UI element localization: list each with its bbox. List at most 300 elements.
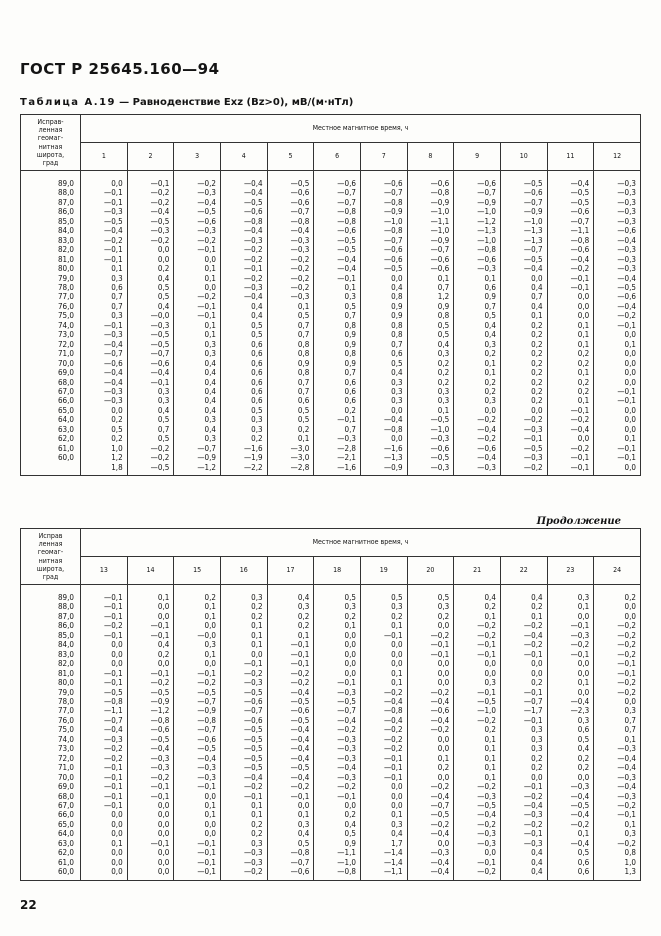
value-cell: —0,9	[174, 706, 221, 715]
value-cell: 0,1	[174, 264, 221, 273]
value-cell: —0,2	[267, 669, 314, 678]
latitude-cell: 86,0	[21, 207, 81, 216]
table-row	[21, 829, 641, 838]
table-row	[21, 782, 641, 791]
latitude-cell: 70,0	[21, 773, 81, 782]
value-cell: —0,1	[594, 387, 641, 396]
value-cell: —1,0	[407, 207, 454, 216]
value-cell: 0,0	[500, 659, 547, 668]
value-cell: 0,1	[174, 274, 221, 283]
value-cell: —0,3	[81, 396, 128, 405]
value-cell: 0,4	[360, 283, 407, 292]
table-label: Таблица А.19	[20, 97, 116, 108]
value-cell: 1,3	[594, 867, 641, 880]
value-cell: —0,4	[454, 425, 501, 434]
hour-header-cell: 19	[360, 557, 407, 585]
value-cell: —0,2	[360, 688, 407, 697]
value-cell: —0,2	[220, 274, 267, 283]
value-cell: 0,0	[81, 820, 128, 829]
value-cell: 0,7	[360, 340, 407, 349]
value-cell: 0,2	[500, 340, 547, 349]
latitude-cell: 84,0	[21, 226, 81, 235]
latitude-cell: 76,0	[21, 302, 81, 311]
value-cell: —0,3	[81, 330, 128, 339]
value-cell: —0,4	[267, 735, 314, 744]
value-cell: —0,3	[594, 171, 641, 189]
hour-header-cell: 18	[314, 557, 361, 585]
value-cell: —1,0	[454, 207, 501, 216]
latitude-cell: 73,0	[21, 744, 81, 753]
value-cell: 0,3	[407, 602, 454, 611]
table-row	[21, 754, 641, 763]
value-cell: 0,0	[547, 773, 594, 782]
value-cell: 0,8	[407, 311, 454, 320]
value-cell: —0,1	[81, 792, 128, 801]
value-cell: —0,3	[220, 858, 267, 867]
value-cell: —0,8	[267, 217, 314, 226]
page-number: 22	[20, 898, 37, 912]
value-cell: —0,5	[547, 198, 594, 207]
value-cell: —0,5	[314, 245, 361, 254]
latitude-cell: 84,0	[21, 640, 81, 649]
value-cell: —1,0	[454, 236, 501, 245]
value-cell: —0,4	[267, 226, 314, 235]
value-cell: —0,4	[547, 792, 594, 801]
value-cell: 0,1	[174, 602, 221, 611]
latitude-cell: 73,0	[21, 330, 81, 339]
value-cell: —0,2	[500, 640, 547, 649]
value-cell: —0,3	[594, 773, 641, 782]
value-cell: —0,1	[547, 406, 594, 415]
value-cell: —0,9	[360, 463, 407, 476]
value-cell: —0,8	[127, 716, 174, 725]
hour-header-cell: 8	[407, 143, 454, 171]
value-cell: —0,3	[454, 829, 501, 838]
value-cell: —0,1	[174, 782, 221, 791]
value-cell: 0,0	[594, 697, 641, 706]
value-cell: —1,1	[314, 848, 361, 857]
latitude-cell: 69,0	[21, 368, 81, 377]
value-cell: 0,0	[127, 801, 174, 810]
value-cell: 0,7	[407, 283, 454, 292]
latitude-cell: 70,0	[21, 359, 81, 368]
hour-header-cell: 15	[174, 557, 221, 585]
value-cell: —0,1	[547, 274, 594, 283]
value-cell: —0,7	[174, 444, 221, 453]
value-cell: 0,0	[174, 829, 221, 838]
value-cell: —0,6	[407, 706, 454, 715]
latitude-cell: 60,0	[21, 867, 81, 880]
latitude-cell: 88,0	[21, 188, 81, 197]
value-cell: —0,5	[127, 217, 174, 226]
value-cell: 0,0	[454, 659, 501, 668]
value-cell: —0,1	[174, 669, 221, 678]
value-cell: —0,2	[454, 434, 501, 443]
value-cell: 0,1	[547, 678, 594, 687]
value-cell: —0,3	[267, 236, 314, 245]
value-cell: —0,5	[127, 688, 174, 697]
value-cell: —1,7	[500, 706, 547, 715]
value-cell: —0,5	[220, 688, 267, 697]
latitude-cell: 89,0	[21, 585, 81, 603]
value-cell: —0,5	[174, 744, 221, 753]
value-cell: 0,2	[267, 612, 314, 621]
value-cell: 0,0	[81, 659, 128, 668]
value-cell: 0,0	[127, 612, 174, 621]
value-cell: 0,1	[407, 406, 454, 415]
value-cell: 0,1	[220, 631, 267, 640]
value-cell: —0,1	[547, 453, 594, 462]
value-cell: 0,2	[81, 434, 128, 443]
value-cell: 0,0	[127, 829, 174, 838]
value-cell: 0,5	[407, 321, 454, 330]
table-row	[21, 669, 641, 678]
value-cell: —0,2	[127, 678, 174, 687]
value-cell: —0,8	[360, 198, 407, 207]
value-cell: 0,1	[407, 754, 454, 763]
value-cell: —0,1	[81, 763, 128, 772]
value-cell: —0,6	[454, 171, 501, 189]
value-cell: —0,5	[407, 810, 454, 819]
value-cell: —0,7	[500, 198, 547, 207]
value-cell: —0,1	[594, 659, 641, 668]
value-cell: —0,6	[407, 171, 454, 189]
value-cell: 0,3	[360, 387, 407, 396]
value-cell: 0,1	[594, 735, 641, 744]
latitude-cell: 67,0	[21, 801, 81, 810]
value-cell: —0,1	[267, 659, 314, 668]
value-cell: 0,4	[360, 829, 407, 838]
value-cell: 0,4	[500, 585, 547, 603]
value-cell: —0,3	[314, 688, 361, 697]
value-cell: —0,6	[500, 188, 547, 197]
value-cell: —0,2	[500, 792, 547, 801]
value-cell: —0,4	[594, 302, 641, 311]
value-cell: —0,3	[174, 226, 221, 235]
table-row	[21, 612, 641, 621]
value-cell: 0,0	[407, 621, 454, 630]
value-cell: —0,5	[594, 283, 641, 292]
latitude-column-header	[21, 529, 81, 585]
value-cell: 0,1	[454, 763, 501, 772]
value-cell: 0,0	[594, 359, 641, 368]
value-cell: —0,5	[314, 697, 361, 706]
value-cell: —0,6	[127, 359, 174, 368]
value-cell: —0,6	[547, 245, 594, 254]
value-cell: 0,2	[314, 406, 361, 415]
hour-header-cell: 22	[500, 557, 547, 585]
table-row	[21, 858, 641, 867]
value-cell: —0,1	[500, 650, 547, 659]
value-cell: —1,0	[407, 425, 454, 434]
value-cell: —0,1	[127, 669, 174, 678]
value-cell: 0,0	[594, 612, 641, 621]
latitude-header-text: Исправ ленная геомаг- нитная широта, град	[36, 532, 65, 581]
value-cell: 0,4	[174, 359, 221, 368]
hour-header-cell: 11	[547, 143, 594, 171]
value-cell: —0,6	[267, 188, 314, 197]
value-cell: —0,2	[220, 867, 267, 880]
value-cell: —0,9	[127, 697, 174, 706]
table-body	[21, 585, 641, 881]
value-cell: —0,5	[267, 763, 314, 772]
value-cell: 0,0	[407, 678, 454, 687]
value-cell: —0,3	[454, 792, 501, 801]
value-cell: —0,7	[407, 245, 454, 254]
value-cell: 0,0	[360, 434, 407, 443]
value-cell: 0,4	[174, 368, 221, 377]
value-cell: 0,0	[314, 669, 361, 678]
value-cell: —0,7	[127, 349, 174, 358]
value-cell: 0,0	[547, 292, 594, 301]
value-cell: 0,0	[127, 245, 174, 254]
value-cell: —0,1	[547, 283, 594, 292]
value-cell: 0,5	[360, 585, 407, 603]
value-cell: —0,7	[314, 188, 361, 197]
latitude-cell: 76,0	[21, 716, 81, 725]
value-cell: 0,6	[220, 396, 267, 405]
value-cell: 0,4	[360, 368, 407, 377]
latitude-cell: 89,0	[21, 171, 81, 189]
value-cell: 0,2	[220, 829, 267, 838]
value-cell: 0,1	[174, 801, 221, 810]
value-cell: —0,3	[314, 434, 361, 443]
value-cell: 0,7	[267, 330, 314, 339]
value-cell: —0,5	[220, 744, 267, 753]
value-cell: —0,6	[267, 867, 314, 880]
value-cell: 0,2	[454, 387, 501, 396]
value-cell: 0,6	[314, 387, 361, 396]
latitude-cell: 72,0	[21, 340, 81, 349]
value-cell: 0,6	[360, 349, 407, 358]
value-cell: 0,2	[127, 264, 174, 273]
value-cell: —0,3	[81, 735, 128, 744]
table-row	[21, 650, 641, 659]
value-cell: —0,5	[407, 453, 454, 462]
value-cell: —0,4	[360, 716, 407, 725]
value-cell: 0,5	[81, 425, 128, 434]
value-cell: —0,1	[267, 640, 314, 649]
value-cell: 0,1	[314, 283, 361, 292]
value-cell: 0,0	[547, 434, 594, 443]
value-cell: —0,1	[594, 453, 641, 462]
value-cell: —0,6	[267, 706, 314, 715]
table-row	[21, 801, 641, 810]
document-header: ГОСТ Р 25645.160—94	[20, 60, 220, 78]
value-cell: —0,6	[407, 264, 454, 273]
value-cell: 0,0	[594, 330, 641, 339]
latitude-cell: 64,0	[21, 829, 81, 838]
value-cell: 0,0	[500, 773, 547, 782]
value-cell: 0,0	[81, 858, 128, 867]
value-cell: —0,5	[81, 688, 128, 697]
value-cell: —0,4	[267, 688, 314, 697]
value-cell: 0,0	[220, 650, 267, 659]
value-cell: —0,5	[127, 340, 174, 349]
value-cell: —0,6	[454, 444, 501, 453]
value-cell: 0,2	[500, 378, 547, 387]
value-cell: 0,0	[407, 735, 454, 744]
value-cell: 0,2	[360, 612, 407, 621]
value-cell: —0,6	[127, 725, 174, 734]
value-cell: 0,0	[81, 810, 128, 819]
value-cell: —0,1	[220, 659, 267, 668]
value-cell: 0,3	[360, 378, 407, 387]
value-cell: —0,4	[314, 716, 361, 725]
value-cell: 0,6	[547, 867, 594, 880]
value-cell: 0,3	[81, 311, 128, 320]
value-cell: —0,2	[547, 264, 594, 273]
value-cell: —0,2	[594, 640, 641, 649]
value-cell: —0,9	[360, 207, 407, 216]
value-cell: 0,3	[127, 396, 174, 405]
value-cell: —0,7	[174, 725, 221, 734]
value-cell: 0,0	[127, 858, 174, 867]
value-cell: 0,1	[220, 621, 267, 630]
value-cell: 0,3	[174, 415, 221, 424]
value-cell: 0,3	[314, 292, 361, 301]
value-cell: —0,1	[81, 602, 128, 611]
table-row	[21, 198, 641, 207]
value-cell: —0,3	[500, 839, 547, 848]
table-row	[21, 245, 641, 254]
value-cell: —0,6	[174, 217, 221, 226]
value-cell: —0,7	[81, 349, 128, 358]
table-row	[21, 330, 641, 339]
value-cell: —0,3	[594, 217, 641, 226]
value-cell: —0,5	[81, 217, 128, 226]
value-cell: 0,0	[314, 659, 361, 668]
value-cell: 0,6	[81, 283, 128, 292]
value-cell: —0,1	[314, 274, 361, 283]
value-cell: —0,4	[500, 264, 547, 273]
value-cell: 0,0	[594, 602, 641, 611]
value-cell: —3,0	[267, 444, 314, 453]
value-cell: —0,1	[81, 773, 128, 782]
value-cell: 0,2	[500, 330, 547, 339]
value-cell: 0,1	[127, 585, 174, 603]
value-cell: 0,2	[220, 602, 267, 611]
table-row	[21, 453, 641, 462]
value-cell: —0,6	[360, 245, 407, 254]
table-row	[21, 226, 641, 235]
time-column-header: Местное магнитное время, ч	[81, 529, 641, 557]
value-cell: —0,8	[360, 226, 407, 235]
value-cell: —1,1	[360, 867, 407, 880]
value-cell: 0,5	[314, 829, 361, 838]
value-cell: —0,1	[454, 858, 501, 867]
value-cell: 0,6	[314, 396, 361, 405]
value-cell: 0,4	[127, 302, 174, 311]
value-cell: —0,5	[220, 725, 267, 734]
latitude-cell: 69,0	[21, 782, 81, 791]
value-cell: 0,3	[500, 735, 547, 744]
value-cell: 0,0	[81, 640, 128, 649]
value-cell: —0,4	[360, 415, 407, 424]
value-cell: 0,0	[594, 425, 641, 434]
value-cell: —0,2	[127, 188, 174, 197]
value-cell: 0,3	[360, 396, 407, 405]
value-cell: —0,2	[127, 773, 174, 782]
value-cell: 0,1	[360, 621, 407, 630]
value-cell: 0,0	[127, 810, 174, 819]
value-cell: —0,1	[81, 245, 128, 254]
value-cell: 0,6	[547, 858, 594, 867]
value-cell: 0,2	[500, 754, 547, 763]
value-cell: —0,1	[81, 585, 128, 603]
value-cell: 0,4	[267, 829, 314, 838]
value-cell: —0,6	[220, 716, 267, 725]
value-cell: 0,1	[454, 754, 501, 763]
latitude-cell: 63,0	[21, 425, 81, 434]
value-cell: —0,2	[267, 255, 314, 264]
hour-header-cell: 2	[127, 143, 174, 171]
latitude-cell: 61,0	[21, 444, 81, 453]
value-cell: —0,6	[81, 359, 128, 368]
value-cell: 0,0	[594, 368, 641, 377]
hour-header-cell: 16	[220, 557, 267, 585]
value-cell: 0,1	[360, 669, 407, 678]
latitude-cell: 80,0	[21, 678, 81, 687]
value-cell: —0,4	[594, 754, 641, 763]
value-cell: —0,2	[500, 415, 547, 424]
latitude-cell: 60,0	[21, 453, 81, 462]
value-cell: 0,1	[360, 810, 407, 819]
latitude-cell: 68,0	[21, 378, 81, 387]
value-cell: 0,0	[547, 688, 594, 697]
latitude-cell: 78,0	[21, 697, 81, 706]
value-cell: 0,1	[267, 302, 314, 311]
value-cell: 0,0	[407, 773, 454, 782]
value-cell: —0,4	[267, 773, 314, 782]
value-cell: —0,6	[547, 207, 594, 216]
value-cell: —0,8	[360, 425, 407, 434]
value-cell: —1,6	[220, 444, 267, 453]
value-cell: 0,3	[174, 640, 221, 649]
value-cell: 0,8	[267, 368, 314, 377]
value-cell: 0,0	[127, 820, 174, 829]
value-cell: —0,2	[360, 744, 407, 753]
value-cell: —0,4	[407, 792, 454, 801]
value-cell: —0,1	[174, 867, 221, 880]
value-cell: —0,5	[220, 763, 267, 772]
latitude-cell: 64,0	[21, 415, 81, 424]
value-cell: —0,3	[454, 264, 501, 273]
value-cell: 0,4	[500, 848, 547, 857]
value-cell: —0,3	[81, 387, 128, 396]
value-cell: —0,7	[500, 245, 547, 254]
table-row	[21, 631, 641, 640]
value-cell: —0,2	[267, 264, 314, 273]
value-cell: 0,1	[407, 274, 454, 283]
value-cell: —0,2	[407, 688, 454, 697]
value-cell: 0,0	[174, 820, 221, 829]
value-cell: 1,7	[360, 839, 407, 848]
table-row	[21, 867, 641, 880]
value-cell: —0,6	[594, 292, 641, 301]
value-cell: —0,5	[174, 207, 221, 216]
value-cell: 0,0	[127, 255, 174, 264]
value-cell: —0,1	[127, 782, 174, 791]
value-cell: —0,2	[360, 735, 407, 744]
value-cell: —0,3	[500, 453, 547, 462]
value-cell: 0,9	[360, 311, 407, 320]
value-cell: —0,4	[360, 697, 407, 706]
latitude-cell: 82,0	[21, 659, 81, 668]
value-cell: —0,1	[594, 444, 641, 453]
latitude-cell: 81,0	[21, 255, 81, 264]
value-cell: —0,2	[594, 631, 641, 640]
